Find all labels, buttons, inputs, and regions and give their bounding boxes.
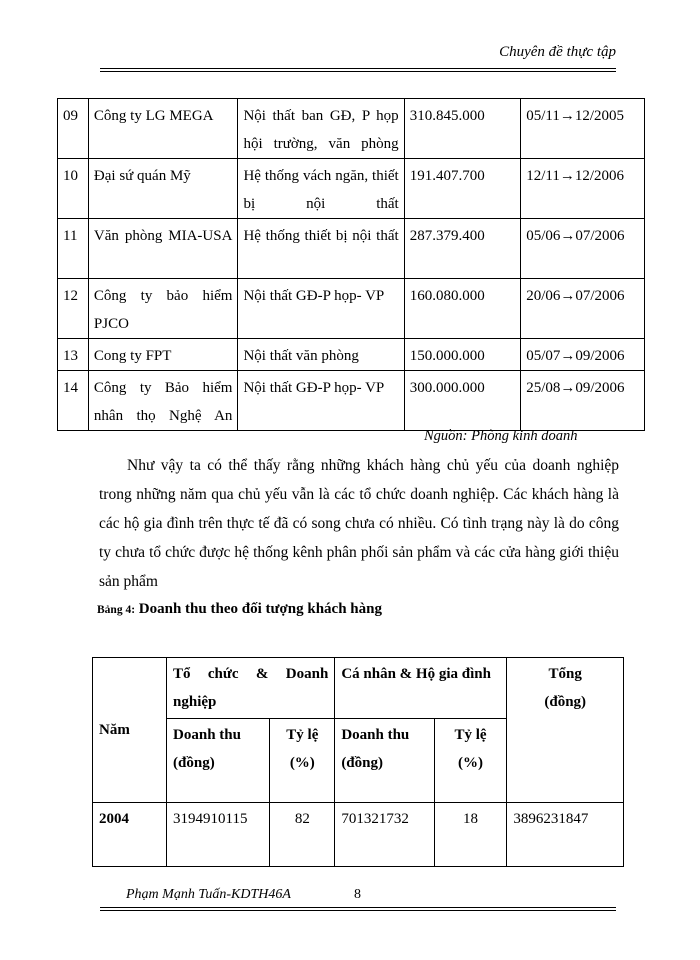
row-number: 13 <box>58 339 89 371</box>
row-number: 12 <box>58 279 89 339</box>
group-org-header: Tổ chức & Doanh nghiệp <box>167 658 335 719</box>
project-time: 12/11→12/2006 <box>521 159 645 219</box>
client-name: Công ty Bảo hiểm nhân thọ Nghệ An <box>88 371 238 431</box>
household-ratio: 18 <box>434 803 507 867</box>
client-name: Công ty bảo hiểm PJCO <box>88 279 238 339</box>
org-revenue: 3194910115 <box>167 803 270 867</box>
footer-rule-2 <box>100 910 616 911</box>
row-number: 11 <box>58 219 89 279</box>
paragraph-text: Như vậy ta có thể thấy rằng những khách hàng chủ yếu của doanh nghiệp trong những năm qua chủ yếu vẫn là các tổ chức doanh nghiệp. Các khách hàng là các hộ gia đình trên thực tế đã có song chưa có nhiều. Có tình trạng này là do công ty chưa tổ chức được hệ thống kênh phân phối sản phẩm và các cửa hàng giới thiệu sản phẩm <box>99 457 619 590</box>
project-item: Hệ thống vách ngăn, thiết bị nội thất <box>238 159 404 219</box>
header-rule-2 <box>100 71 616 72</box>
projects-table <box>57 98 645 431</box>
table-row <box>58 279 645 339</box>
project-value: 150.000.000 <box>404 339 521 371</box>
header-rule <box>100 68 616 69</box>
col-year-header: Năm <box>93 658 167 803</box>
client-name: Đại sứ quán Mỹ <box>88 159 238 219</box>
project-item: Nội thất GĐ-P họp- VP <box>238 279 404 339</box>
source-note: Nguồn: Phòng kinh doanh <box>424 428 578 444</box>
row-number: 09 <box>58 99 89 159</box>
project-value: 287.379.400 <box>404 219 521 279</box>
row-number: 14 <box>58 371 89 431</box>
table-row <box>93 803 624 867</box>
household-revenue: 701321732 <box>335 803 434 867</box>
client-name: Văn phòng MIA-USA <box>88 219 238 279</box>
project-item: Hệ thống thiết bị nội thất <box>238 219 404 279</box>
project-value: 191.407.700 <box>404 159 521 219</box>
caption-title: Doanh thu theo đối tượng khách hàng <box>138 601 382 617</box>
row-number: 10 <box>58 159 89 219</box>
table-row <box>58 219 645 279</box>
group-household-header: Cá nhân & Hộ gia đình <box>335 658 507 719</box>
col-total-header: Tổng (đồng) <box>507 658 624 803</box>
footer-rule <box>100 907 616 908</box>
project-item: Nội thất ban GĐ, P họp hội trường, văn phòng <box>238 99 404 159</box>
table-caption <box>97 601 382 618</box>
project-time: 05/06→07/2006 <box>521 219 645 279</box>
body-paragraph <box>99 451 619 596</box>
revenue-table <box>92 657 624 867</box>
project-value: 300.000.000 <box>404 371 521 431</box>
household-revenue-header: Doanh thu (đồng) <box>335 719 434 803</box>
page-number: 8 <box>354 887 361 902</box>
project-value: 160.080.000 <box>404 279 521 339</box>
project-time: 20/06→07/2006 <box>521 279 645 339</box>
footer-author: Phạm Mạnh Tuấn-KDTH46A <box>126 887 291 902</box>
row-year: 2004 <box>93 803 167 867</box>
project-item: Nội thất GĐ-P họp- VP <box>238 371 404 431</box>
table-row <box>58 339 645 371</box>
total-revenue: 3896231847 <box>507 803 624 867</box>
client-name: Công ty LG MEGA <box>88 99 238 159</box>
project-time: 05/07→09/2006 <box>521 339 645 371</box>
project-item: Nội thất văn phòng <box>238 339 404 371</box>
project-time: 25/08→09/2006 <box>521 371 645 431</box>
org-ratio: 82 <box>270 803 335 867</box>
table-header-row <box>93 658 624 719</box>
caption-label: Bảng 4: <box>97 604 136 616</box>
org-revenue-header: Doanh thu (đồng) <box>167 719 270 803</box>
table-row <box>58 371 645 431</box>
header-title: Chuyên đề thực tập <box>499 44 616 60</box>
client-name: Cong ty FPT <box>88 339 238 371</box>
table-row <box>58 99 645 159</box>
table-row <box>58 159 645 219</box>
project-time: 05/11→12/2005 <box>521 99 645 159</box>
project-value: 310.845.000 <box>404 99 521 159</box>
org-ratio-header: Tỷ lệ (%) <box>270 719 335 803</box>
household-ratio-header: Tỷ lệ (%) <box>434 719 507 803</box>
